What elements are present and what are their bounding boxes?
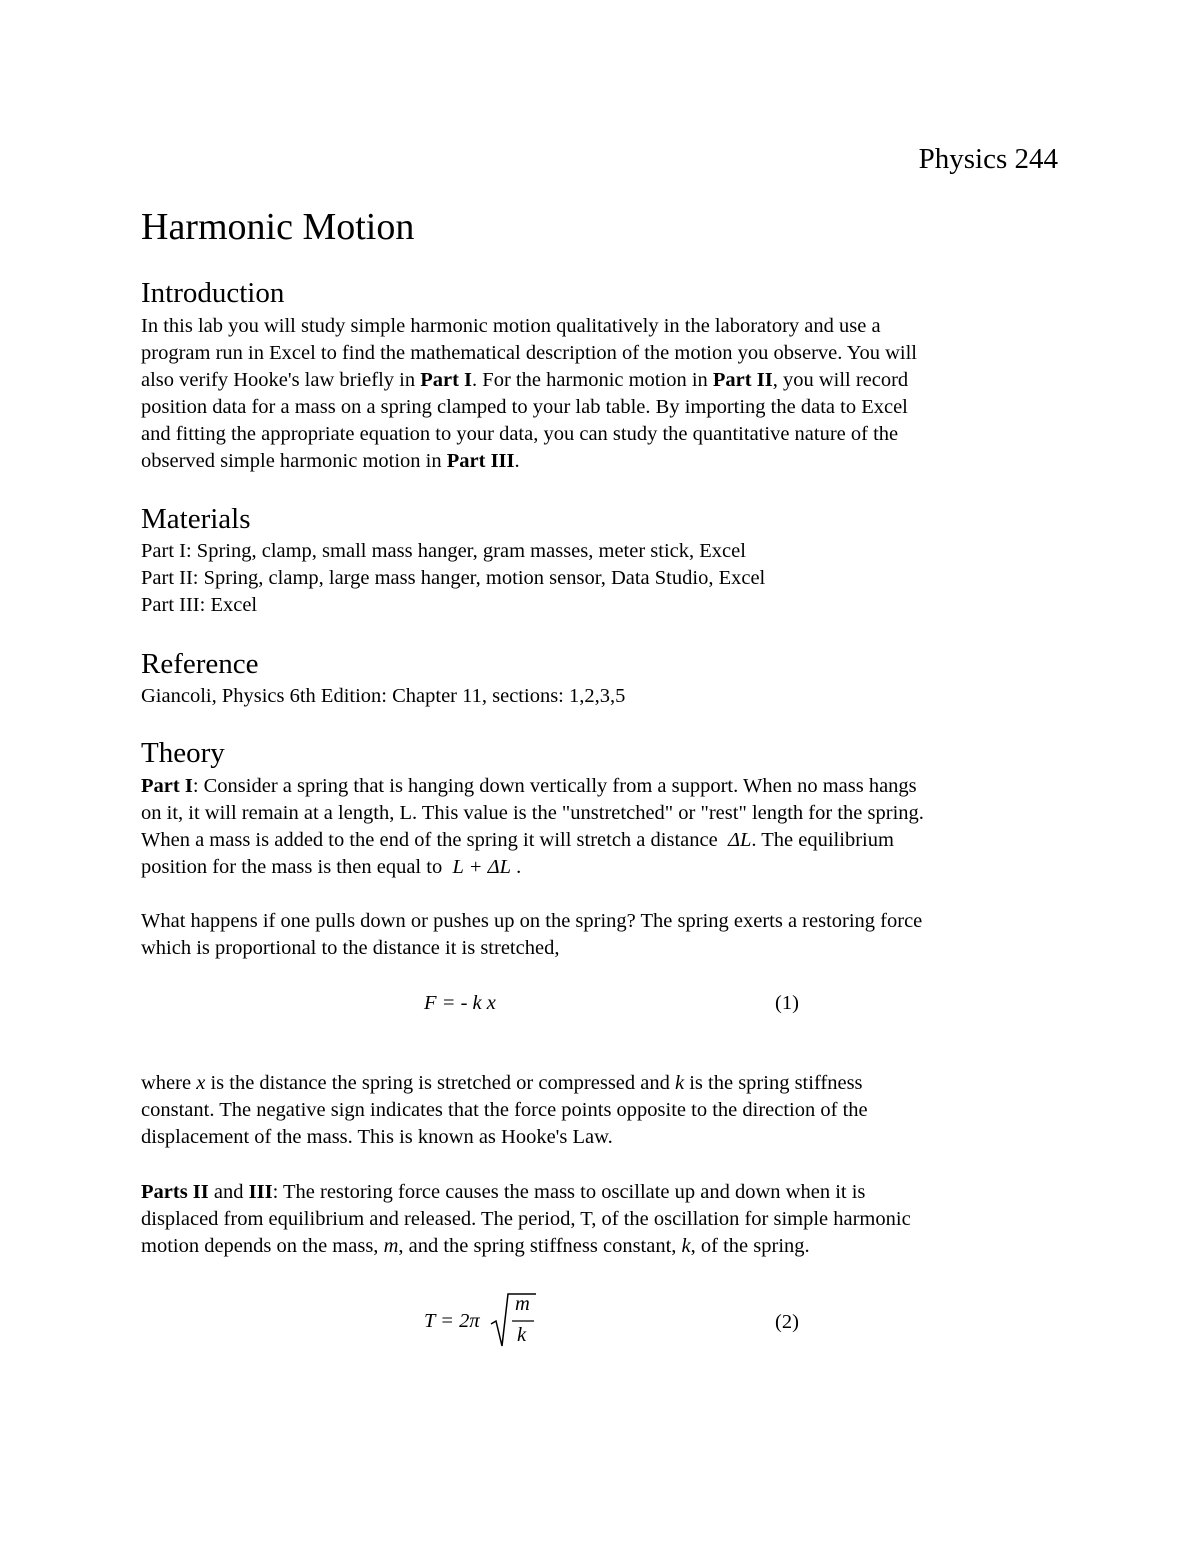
equation-2-number: (2) <box>775 1311 799 1333</box>
intro-line: position data for a mass on a spring clamped to your lab table. By importing the data to Excel <box>141 396 908 418</box>
intro-line: also verify Hooke's law briefly in Part I. For the harmonic motion in Part II, you will record <box>141 369 909 391</box>
course-header: Physics 244 <box>918 143 1058 175</box>
equation-1-number: (1) <box>775 992 799 1014</box>
intro-line: observed simple harmonic motion in Part III. <box>141 450 520 472</box>
introduction-heading: Introduction <box>141 277 285 309</box>
equilibrium-symbol: L + ΔL <box>452 856 512 878</box>
page-title: Harmonic Motion <box>141 206 415 248</box>
reference-text: Giancoli, Physics 6th Edition: Chapter 11, sections: 1,2,3,5 <box>141 685 626 707</box>
materials-item: Part I: Spring, clamp, small mass hanger, gram masses, meter stick, Excel <box>141 540 746 562</box>
theory-paragraph-3: where x is the distance the spring is stretched or compressed and k is the spring stiffness constant. The negative sign indicates that the force points opposite to the direction of the displacement of the mass. This is known as Hooke's Law. <box>141 1072 868 1148</box>
materials-item: Part III: Excel <box>141 594 258 616</box>
equation-hookes-law: F = - k x <box>424 992 496 1014</box>
materials-list <box>141 538 1061 619</box>
equation-period <box>424 1288 564 1358</box>
theory-paragraph-2: What happens if one pulls down or pushes up on the spring? The spring exerts a restoring force which is proportional to the distance it is stretched, <box>141 910 923 959</box>
materials-heading: Materials <box>141 503 251 535</box>
theory-paragraph-1: Part I: Consider a spring that is hanging down vertically from a support. When no mass hangs on it, it will remain at a length, L. This value is the "unstretched" or "rest" length for the spring. When a mass is added to the end of the spring it will stretch a distance ΔL. The equilibrium position for the mass is then equal to L + ΔL . <box>141 775 924 878</box>
fraction-denominator: k <box>517 1324 527 1346</box>
sqrt-radical-icon <box>424 1288 564 1358</box>
theory-heading: Theory <box>141 737 225 769</box>
intro-line: In this lab you will study simple harmonic motion qualitatively in the laboratory and use a <box>141 315 881 337</box>
theory-paragraph-4: Parts II and III: The restoring force causes the mass to oscillate up and down when it is displaced from equilibrium and released. The period, T, of the oscillation for simple harmonic motion depends on the mass, m, and the spring stiffness constant, k, of the spring. <box>141 1181 911 1257</box>
intro-line: program run in Excel to find the mathematical description of the motion you observe. You will <box>141 342 917 364</box>
reference-heading: Reference <box>141 648 259 680</box>
equation-lhs: T = 2π <box>424 1310 480 1332</box>
fraction-numerator: m <box>515 1293 530 1315</box>
delta-l-symbol: ΔL <box>727 829 752 851</box>
introduction-paragraph <box>141 313 1061 475</box>
intro-line: and fitting the appropriate equation to your data, you can study the quantitative nature of the <box>141 423 899 445</box>
materials-item: Part II: Spring, clamp, large mass hanger, motion sensor, Data Studio, Excel <box>141 567 766 589</box>
